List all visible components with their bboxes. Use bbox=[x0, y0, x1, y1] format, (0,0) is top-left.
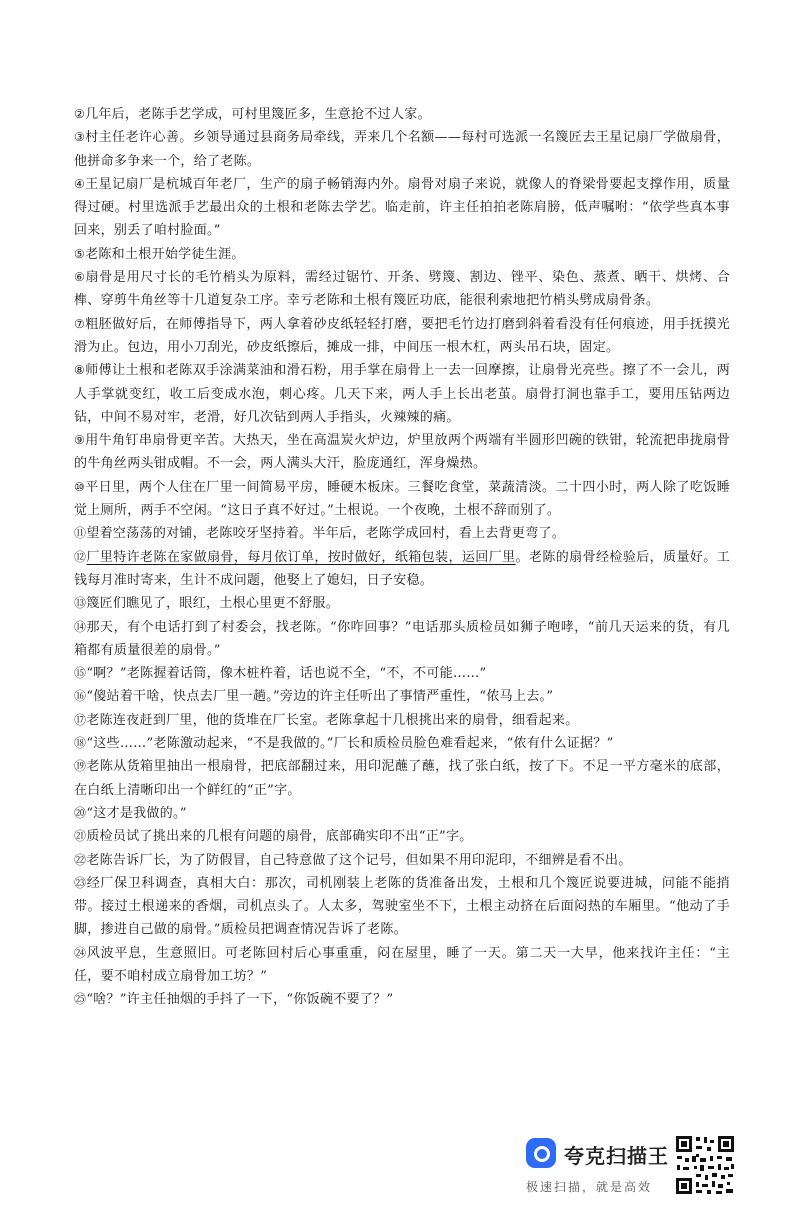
paragraph-11: ⑪望着空荡荡的对铺，老陈咬牙坚持着。半年后，老陈学成回村，看上去背更弯了。 bbox=[74, 526, 566, 542]
scanner-watermark bbox=[520, 1134, 740, 1204]
story-text bbox=[74, 103, 730, 1012]
paragraph-19: ⑲老陈从货箱里抽出一根扇骨，把底部翻过来，用印泥蘸了蘸，找了张白纸，按了下。不足一平方毫米的底部，在白纸上清晰印出一个鲜红的“正”字。 bbox=[74, 759, 730, 798]
paragraph-21: ㉑质检员试了挑出来的几根有问题的扇骨，底部确实印不出“正”字。 bbox=[74, 829, 473, 845]
paragraph-8: ⑧师傅让土根和老陈双手涂满菜油和滑石粉，用手掌在扇骨上一去一回摩擦，让扇骨光亮些。擦了不一会儿，两人手掌就变红，收工后变成水泡，刺心疼。几天下来，两人手上长出老茧。扇骨打洞也靠手工，要用压钻两边钻，中间不易对牢，老滑，好几次钻到两人手指头，火辣辣的痛。 bbox=[74, 363, 730, 425]
paragraph-7: ⑦粗胚做好后，在师傅指导下，两人拿着砂皮纸轻轻打磨，要把毛竹边打磨到斜着看没有任何痕迹，用手抚摸光滑为止。包边，用小刀刮光，砂皮纸擦后，摊成一排，中间压一根木杠，两头吊石块，固定。 bbox=[74, 316, 730, 355]
paragraph-10: ⑩平日里，两个人住在厂里一间简易平房，睡硬木板床。三餐吃食堂，菜蔬清淡。二十四小时，两人除了吃饭睡觉上厕所，两手不空闲。“这日子真不好过。”土根说。一个夜晚，土根不辞而别了。 bbox=[74, 479, 730, 519]
paragraph-16: ⑯“傻站着干啥，快点去厂里一趟。”旁边的许主任听出了事情严重性，“侬马上去。” bbox=[74, 689, 554, 705]
paragraph-15: ⑮“啊？”老陈握着话筒，像木桩杵着，话也说不全，“不，不可能……” bbox=[74, 666, 487, 682]
brand-name: 夸克扫描王 bbox=[564, 1144, 669, 1168]
paragraph-25: ㉕“啥？”许主任抽烟的手抖了一下，“你饭碗不要了？” bbox=[74, 992, 394, 1008]
quark-scanner-logo-icon bbox=[526, 1138, 556, 1168]
paragraph-12: ⑫厂里特许老陈在家做扇骨，每月依订单，按时做好，纸箱包装，运回厂里。老陈的扇骨经检验后，质量好。工钱每月准时寄来，生计不成问题，他娶上了媳妇，日子安稳。 bbox=[74, 549, 730, 588]
paragraph-4: ④王星记扇厂是杭城百年老厂，生产的扇子畅销海内外。扇骨对扇子来说，就像人的脊梁骨要起支撑作用，质量得过硬。村里选派手艺最出众的土根和老陈去学艺。临走前，许主任拍拍老陈肩膀，低声嘱咐：“依学些真本事回来，别丢了咱村脸面。” bbox=[74, 176, 730, 239]
qr-code-icon bbox=[674, 1134, 736, 1196]
paragraph-20: ⑳“这才是我做的。” bbox=[74, 805, 187, 821]
paragraph-6: ⑥扇骨是用尺寸长的毛竹梢头为原料，需经过锯竹、开条、劈篾、割边、锉平、染色、蒸煮、晒干、烘烤、合榫、穿剪牛角丝等十几道复杂工序。幸亏老陈和土根有篾匠功底，能很利索地把竹梢头劈成扇骨条。 bbox=[74, 270, 730, 309]
paragraph-2: ②几年后，老陈手艺学成，可村里篾匠多，生意抢不过人家。 bbox=[74, 107, 431, 122]
paragraph-18: ⑱“这些……”老陈激动起来，“不是我做的。”厂长和质检员脸色难看起来，“侬有什么证据？” bbox=[74, 736, 614, 752]
paragraph-5: ⑤老陈和土根开始学徒生涯。 bbox=[74, 246, 245, 262]
paragraph-24: ㉔风波平息，生意照旧。可老陈回村后心事重重，闷在屋里，睡了一天。第二天一大早，他来找许主任：“主任，要不咱村成立扇骨加工坊？” bbox=[74, 945, 730, 984]
underlined-sentence: 厂里特许老陈在家做扇骨，每月依订单，按时做好，纸箱包装，运回厂里 bbox=[86, 549, 516, 565]
paragraph-22: ㉒老陈告诉厂长，为了防假冒，自己特意做了这个记号，但如果不用印泥印，不细辨是看不出。 bbox=[74, 852, 632, 868]
paragraph-3: ③村主任老许心善。乡领导通过县商务局牵线，弄来几个名额——每村可选派一名篾匠去王星记扇厂学做扇骨，他拼命多争来一个，给了老陈。 bbox=[74, 130, 730, 169]
brand-slogan: 极速扫描，就是高效 bbox=[526, 1180, 653, 1194]
paragraph-23: ㉓经厂保卫科调查，真相大白：那次，司机刚装上老陈的货准备出发，土根和几个篾匠说要进城，问能不能捎带。接过土根递来的香烟，司机点头了。人太多，驾驶室坐不下，土根主动挤在后面闷热的车厢里。“他动了手脚，掺进自己做的扇骨。”质检员把调查情况告诉了老陈。 bbox=[74, 875, 730, 938]
paragraph-17: ⑰老陈连夜赶到厂里，他的货堆在厂长室。老陈拿起十几根挑出来的扇骨，细看起来。 bbox=[74, 712, 579, 728]
paragraph-9: ⑨用牛角钉串扇骨更辛苦。大热天，坐在高温炭火炉边，炉里放两个两端有半圆形凹碗的铁钳，轮流把串拢扇骨的牛角丝两头钳成帽。不一会，两人满头大汗，脸庞通红，浑身燥热。 bbox=[74, 433, 730, 472]
paragraph-13: ⑬篾匠们瞧见了，眼红，土根心里更不舒服。 bbox=[74, 596, 340, 612]
paragraph-14: ⑭那天，有个电话打到了村委会，找老陈。“你咋回事？”电话那头质检员如狮子咆哮，“前几天运来的货，有几箱都有质量很差的扇骨。” bbox=[74, 619, 730, 658]
